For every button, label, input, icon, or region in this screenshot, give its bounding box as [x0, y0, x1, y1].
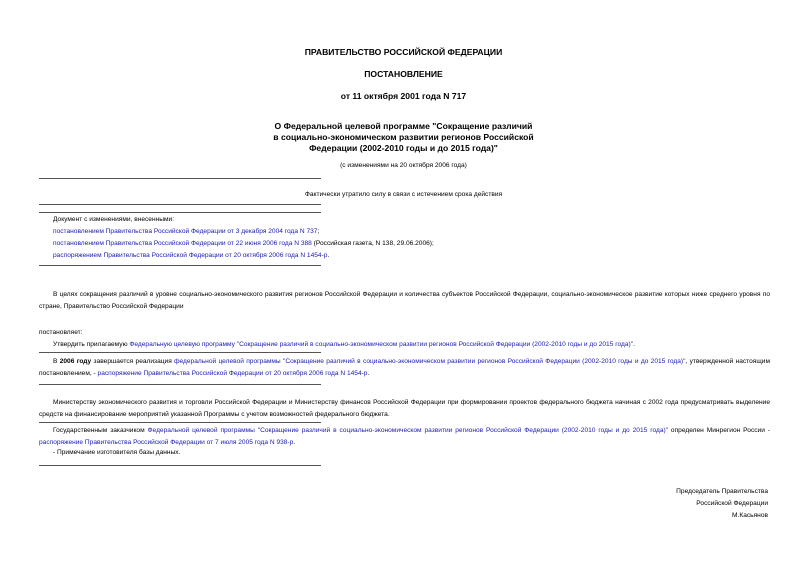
paragraph-text: Министерству экономического развития и торговли Российской Федерации и Министерству финансов Российской Федерации при формировании проектов федерального бюджета начиная с 2002 года предусматривать выделение средств на финансирование мероприятий указанной Программы с учетом возможностей федерального бюджета. — [39, 399, 770, 418]
status-note: Фактически утратило силу в связи с истечением срока действия — [304, 191, 503, 198]
change-suffix-3: . — [327, 252, 330, 259]
paragraph-ministries — [39, 397, 770, 421]
paragraph-text: Государственным заказчиком — [53, 427, 148, 434]
paragraph-completion — [39, 356, 770, 380]
change-link-1[interactable]: постановлением Правительства Российской Федерации от 3 декабря 2004 года N 737 — [53, 228, 318, 235]
paragraph-customer — [39, 425, 770, 449]
change-link-2[interactable]: постановлением Правительства Российской Федерации от 22 июня 2006 года N 388 — [53, 240, 312, 247]
change-item — [53, 226, 319, 238]
change-item — [53, 238, 434, 250]
document-title-line-3: Федерации (2002-2010 годы и до 2015 года)" — [309, 143, 498, 153]
program-link[interactable]: федеральной целевой программы "Сокращение различий в социально-экономическом развитии регионов Российской Федерации (2002-2010 годы и до 2015 года)" — [174, 358, 686, 365]
government-heading: ПРАВИТЕЛЬСТВО РОССИЙСКОЙ ФЕДЕРАЦИИ — [304, 47, 503, 57]
paragraph-text: . — [293, 439, 296, 446]
divider — [39, 465, 321, 466]
document-title-line-2: в социально-экономическом развитии регионов Российской — [273, 132, 534, 142]
divider — [39, 204, 321, 205]
paragraph-text: В — [53, 358, 60, 365]
document-title-line-1: О Федеральной целевой программе "Сокращение различий — [274, 121, 533, 131]
program-link[interactable]: Федеральной целевой программы "Сокращение различий в социально-экономическом развитии регионов Российской Федерации (2002-2010 годы и до 2015 года)" — [147, 427, 669, 434]
changes-intro: Документ с изменениями, внесенными: — [53, 216, 175, 223]
document-date-number: от 11 октября 2001 года N 717 — [340, 91, 467, 101]
divider — [39, 352, 321, 353]
preamble-text: В целях сокращения различий в уровне социально-экономического развития регионов Российской Федерации и количества субъектов Российской Федерации, социально-экономическое развитие которых ниже среднего уровня по стране, Правительство Российской Федерации — [39, 291, 770, 310]
amendment-note: (с изменениями на 20 октября 2006 года) — [340, 162, 467, 169]
paragraph-text: . — [367, 370, 370, 377]
preamble-paragraph — [39, 289, 770, 313]
divider — [39, 265, 321, 266]
divider — [39, 178, 321, 179]
change-link-3[interactable]: распоряжением Правительства Российской Федерации от 20 октября 2006 года N 1454-р — [53, 252, 328, 259]
paragraph-approve — [39, 339, 770, 351]
divider — [39, 212, 321, 213]
paragraph-text: определен Минрегион России - — [668, 427, 771, 434]
document-type: ПОСТАНОВЛЕНИЕ — [364, 69, 443, 79]
database-note: - Примечание изготовителя базы данных. — [53, 449, 181, 456]
paragraph-text: , утвержденной настоящим постановлением, - — [39, 358, 771, 377]
paragraph-text: . — [633, 341, 635, 348]
change-suffix-1: ; — [317, 228, 320, 235]
change-item — [53, 250, 329, 262]
signature-name: М.Касьянов — [732, 512, 768, 519]
order-link[interactable]: распоряжение Правительства Российской Федерации от 20 октября 2006 года N 1454-р — [97, 370, 368, 377]
order-link[interactable]: распоряжение Правительства Российской Федерации от 7 июля 2005 года N 938-р — [39, 439, 294, 446]
paragraph-text: завершается реализация — [91, 358, 175, 365]
divider — [39, 384, 321, 385]
bold-year: 2006 году — [59, 358, 92, 365]
decrees-word: постановляет: — [39, 329, 83, 336]
divider — [39, 422, 321, 423]
program-link[interactable]: Федеральную целевую программу "Сокращение различий в социально-экономическом развитии регионов Российской Федерации (2002-2010 годы и до 2015 года)" — [129, 341, 634, 348]
signature-position-2: Российской Федерации — [696, 500, 768, 507]
signature-position-1: Председатель Правительства — [676, 488, 768, 495]
paragraph-text: Утвердить прилагаемую — [53, 341, 130, 348]
change-suffix-2: (Российская газета, N 138, 29.06.2006); — [311, 240, 434, 247]
